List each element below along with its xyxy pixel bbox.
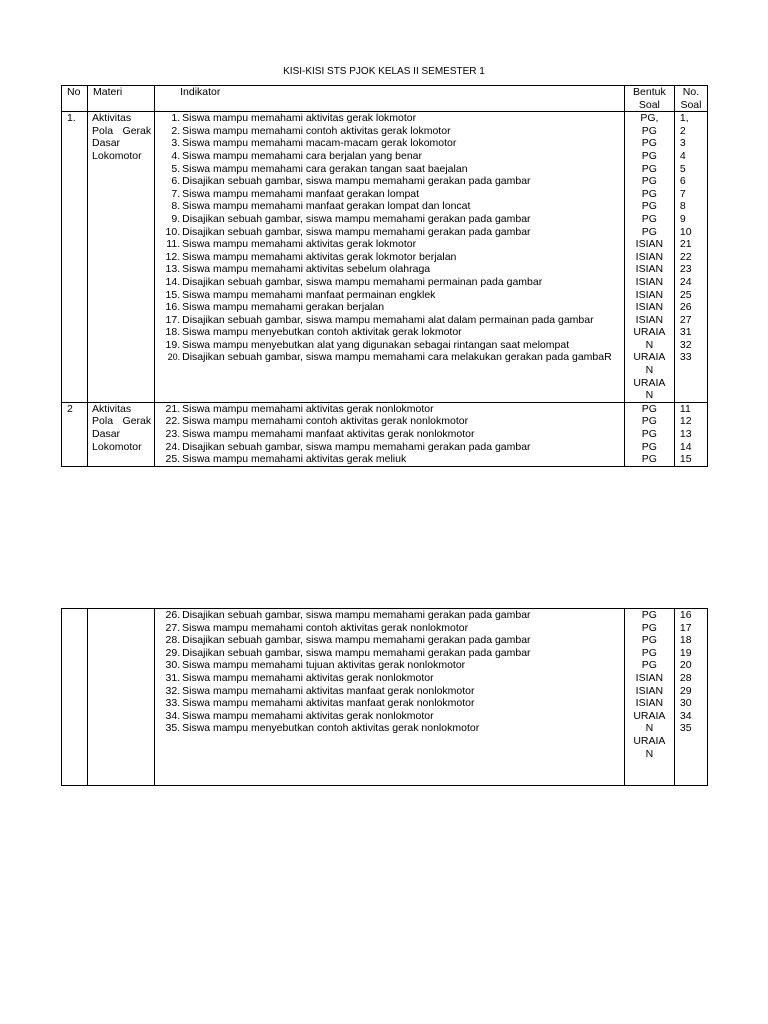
indikator-text: Disajikan sebuah gambar, siswa mampu memahami gerakan pada gambar xyxy=(182,440,531,453)
no-soal-value: 11 xyxy=(679,402,691,415)
indikator-item xyxy=(155,175,624,188)
indikator-item xyxy=(155,622,624,635)
indikator-number: 7. xyxy=(171,187,181,200)
indikator-number: 29. xyxy=(165,646,181,659)
bentuk-soal-value: ISIAN xyxy=(635,263,664,276)
indikator-text: Disajikan sebuah gambar, siswa mampu memahami permainan pada gambar xyxy=(182,275,543,288)
indikator-text: Siswa mampu memahami manfaat gerakan lompat xyxy=(182,187,420,200)
indikator-list xyxy=(155,609,625,786)
indikator-text: Disajikan sebuah gambar, siswa mampu memahami alat dalam permainan pada gambar xyxy=(182,313,594,326)
no-soal-value: 13 xyxy=(679,428,692,441)
indikator-number: 6. xyxy=(171,175,181,188)
indikator-item xyxy=(155,188,624,201)
indikator-number: 19. xyxy=(165,338,181,351)
no-soal-value: 3 xyxy=(679,137,686,150)
no-soal-value: 30 xyxy=(679,697,692,710)
no-soal-value: 32 xyxy=(679,338,692,351)
materi-cell-empty xyxy=(88,609,155,786)
indikator-item xyxy=(155,403,624,416)
no-soal-value: 16 xyxy=(679,609,692,621)
indikator-item xyxy=(155,326,624,339)
no-soal-value: 21 xyxy=(679,238,692,251)
indikator-number: 22. xyxy=(165,415,181,428)
indikator-text: Disajikan sebuah gambar, siswa mampu memahami gerakan pada gambar xyxy=(182,225,531,238)
indikator-text: Siswa mampu memahami contoh aktivitas gerak nonlokmotor xyxy=(182,415,469,428)
bentuk-soal-value: PG xyxy=(641,621,657,634)
indikator-number: 1. xyxy=(171,112,181,125)
indikator-number: 32. xyxy=(165,684,181,697)
materi-cell: Aktivitas Pola Gerak Dasar Lokomotor xyxy=(88,112,155,403)
indikator-number: 11. xyxy=(166,238,181,251)
indikator-number: 27. xyxy=(165,621,181,634)
row-number-empty xyxy=(62,609,88,786)
no-soal-value: 9 xyxy=(679,212,686,225)
no-soal-list xyxy=(674,609,707,786)
bentuk-soal-value: URAIA xyxy=(633,326,666,339)
no-soal-value: 1, xyxy=(679,112,689,125)
indikator-text: Siswa mampu memahami cara berjalan yang benar xyxy=(182,149,422,162)
indikator-text: Siswa mampu memahami aktivitas gerak lokmotor xyxy=(182,238,417,251)
bentuk-soal-value: PG xyxy=(641,200,657,213)
bentuk-soal-value: N xyxy=(645,338,654,351)
bentuk-soal-value: PG xyxy=(641,440,657,453)
bentuk-soal-value: N xyxy=(645,389,654,402)
indikator-text: Siswa mampu menyebutkan contoh aktivitas gerak nonlokmotor xyxy=(182,722,480,735)
no-soal-value: 28 xyxy=(679,671,692,684)
no-soal-list xyxy=(674,402,707,466)
bentuk-soal-value: URAIA xyxy=(633,376,666,389)
indikator-item xyxy=(155,659,624,672)
indikator-number: 17. xyxy=(165,313,181,326)
indikator-number: 15. xyxy=(165,288,181,301)
bentuk-soal-value: PG, xyxy=(640,112,659,125)
no-soal-value: 7 xyxy=(679,187,686,200)
no-soal-value: 35 xyxy=(679,722,692,735)
table-row xyxy=(62,112,708,403)
indikator-item xyxy=(155,647,624,660)
no-soal-value: 23 xyxy=(679,263,692,276)
bentuk-soal-value: PG xyxy=(641,453,657,466)
indikator-number: 30. xyxy=(165,659,181,672)
indikator-number: 33. xyxy=(165,697,181,710)
materi-cell: Aktivitas Pola Gerak Dasar Lokomotor xyxy=(88,402,155,466)
bentuk-soal-value: ISIAN xyxy=(635,288,664,301)
bentuk-soal-value: PG xyxy=(641,149,657,162)
indikator-text: Siswa mampu memahami aktivitas gerak lokmotor xyxy=(182,112,417,125)
indikator-number: 14. xyxy=(165,275,181,288)
no-soal-value: 2 xyxy=(679,124,686,137)
indikator-text: Siswa mampu memahami aktivitas gerak nonlokmotor xyxy=(182,709,434,722)
no-soal-value: 15 xyxy=(679,453,692,466)
indikator-text: Siswa mampu memahami cara gerakan tangan saat baejalan xyxy=(182,162,468,175)
bentuk-soal-value: ISIAN xyxy=(635,275,664,288)
bentuk-soal-value: URAIA xyxy=(633,709,666,722)
no-soal-value: 24 xyxy=(679,275,692,288)
indikator-number: 3. xyxy=(171,137,181,150)
no-soal-value: 27 xyxy=(679,313,692,326)
no-soal-value: 31 xyxy=(679,326,692,339)
no-soal-value: 10 xyxy=(679,225,692,238)
bentuk-soal-value: ISIAN xyxy=(635,697,664,710)
indikator-item xyxy=(155,125,624,138)
indikator-number: 34. xyxy=(165,709,181,722)
no-soal-value: 34 xyxy=(679,709,692,722)
indikator-number: 8. xyxy=(171,200,181,213)
bentuk-soal-value: PG xyxy=(641,124,657,137)
bentuk-soal-value: ISIAN xyxy=(635,684,664,697)
no-soal-list xyxy=(674,112,707,403)
indikator-text: Disajikan sebuah gambar, siswa mampu memahami gerakan pada gambar xyxy=(182,634,531,647)
header-no: No xyxy=(62,86,88,112)
bentuk-soal-value: PG xyxy=(641,415,657,428)
indikator-list xyxy=(155,112,625,403)
bentuk-soal-value: N xyxy=(645,364,654,377)
indikator-item xyxy=(155,137,624,150)
bentuk-soal-value: PG xyxy=(641,428,657,441)
indikator-text: Siswa mampu memahami gerakan berjalan xyxy=(182,301,385,314)
kisi-kisi-table-page-1 xyxy=(61,85,708,467)
indikator-text: Disajikan sebuah gambar, siswa mampu memahami gerakan pada gambar xyxy=(182,609,531,621)
indikator-text: Siswa mampu memahami aktivitas manfaat gerak nonlokmotor xyxy=(182,697,475,710)
bentuk-soal-value: PG xyxy=(641,609,657,621)
no-soal-value: 17 xyxy=(679,621,692,634)
bentuk-soal-value: PG xyxy=(641,402,657,415)
indikator-item xyxy=(155,453,624,466)
bentuk-soal-value: PG xyxy=(641,175,657,188)
bentuk-soal-value: PG xyxy=(641,162,657,175)
indikator-text: Siswa mampu memahami aktivitas manfaat gerak nonlokmotor xyxy=(182,684,475,697)
table-header-row xyxy=(62,86,708,112)
bentuk-soal-value: URAIA xyxy=(633,734,666,747)
indikator-text: Siswa mampu menyebutkan alat yang digunakan sebagai rintangan saat melompat xyxy=(182,338,570,351)
no-soal-value: 12 xyxy=(679,415,692,428)
no-soal-value: 20 xyxy=(679,659,692,672)
indikator-number: 26. xyxy=(165,609,181,621)
indikator-item xyxy=(155,289,624,302)
indikator-number: 28. xyxy=(165,634,181,647)
indikator-number: 4. xyxy=(171,149,181,162)
indikator-text: Siswa mampu memahami tujuan aktivitas gerak nonlokmotor xyxy=(182,659,466,672)
bentuk-soal-value: ISIAN xyxy=(635,238,664,251)
bentuk-soal-list xyxy=(624,112,674,403)
indikator-item xyxy=(155,226,624,239)
indikator-item xyxy=(155,314,624,327)
indikator-item xyxy=(155,238,624,251)
indikator-text: Siswa mampu memahami aktivitas gerak lokmotor berjalan xyxy=(182,250,457,263)
kisi-kisi-table-page-2 xyxy=(61,608,708,786)
indikator-text: Disajikan sebuah gambar, siswa mampu memahami cara melakukan gerakan pada gambaR xyxy=(182,351,612,364)
bentuk-soal-value: ISIAN xyxy=(635,301,664,314)
header-materi: Materi xyxy=(88,86,155,112)
indikator-item xyxy=(155,150,624,163)
indikator-text: Siswa mampu memahami aktivitas gerak nonlokmotor xyxy=(182,671,434,684)
bentuk-soal-value: PG xyxy=(641,187,657,200)
row-number: 2 xyxy=(62,402,88,466)
indikator-number: 5. xyxy=(171,162,181,175)
row-number: 1. xyxy=(62,112,88,403)
indikator-item xyxy=(155,276,624,289)
bentuk-soal-value: PG xyxy=(641,137,657,150)
indikator-number: 31. xyxy=(165,671,181,684)
indikator-number: 12. xyxy=(165,250,181,263)
indikator-item xyxy=(155,634,624,647)
table-row xyxy=(62,609,708,786)
document-title: KISI-KISI STS PJOK KELAS II SEMESTER 1 xyxy=(283,66,485,77)
bentuk-soal-value: URAIA xyxy=(633,351,666,364)
indikator-item xyxy=(155,251,624,264)
bentuk-soal-list xyxy=(624,609,674,786)
bentuk-soal-value: PG xyxy=(641,212,657,225)
bentuk-soal-value: PG xyxy=(641,634,657,647)
bentuk-soal-value: ISIAN xyxy=(635,250,664,263)
indikator-number: 13. xyxy=(165,263,181,276)
indikator-item xyxy=(155,415,624,428)
indikator-text: Siswa mampu memahami manfaat permainan engklek xyxy=(182,288,436,301)
table-row xyxy=(62,402,708,466)
indikator-item xyxy=(155,213,624,226)
indikator-text: Siswa mampu memahami manfaat aktivitas gerak nonlokmotor xyxy=(182,428,475,441)
indikator-number: 20. xyxy=(167,352,181,363)
indikator-item xyxy=(155,428,624,441)
indikator-text: Siswa mampu memahami aktivitas sebelum olahraga xyxy=(182,263,431,276)
indikator-text: Disajikan sebuah gambar, siswa mampu memahami gerakan pada gambar xyxy=(182,646,531,659)
indikator-number: 25. xyxy=(165,453,181,466)
indikator-item xyxy=(155,722,624,735)
indikator-number: 24. xyxy=(165,440,181,453)
indikator-item xyxy=(155,609,624,622)
indikator-number: 16. xyxy=(165,301,181,314)
indikator-item xyxy=(155,697,624,710)
no-soal-value: 8 xyxy=(679,200,686,213)
bentuk-soal-value: ISIAN xyxy=(635,671,664,684)
indikator-text: Siswa mampu menyebutkan contoh aktivitak gerak lokmotor xyxy=(182,326,462,339)
no-soal-value: 26 xyxy=(679,301,692,314)
indikator-text: Siswa mampu memahami macam-macam gerak lokomotor xyxy=(182,137,457,150)
indikator-number: 9. xyxy=(171,212,181,225)
no-soal-value: 25 xyxy=(679,288,692,301)
no-soal-value: 29 xyxy=(679,684,692,697)
indikator-item xyxy=(155,339,624,352)
indikator-list xyxy=(155,402,625,466)
indikator-item xyxy=(155,200,624,213)
no-soal-value: 33 xyxy=(679,351,692,364)
header-bentuk-soal: Bentuk Soal xyxy=(624,86,674,112)
indikator-item xyxy=(155,672,624,685)
no-soal-value: 22 xyxy=(679,250,692,263)
bentuk-soal-list xyxy=(624,402,674,466)
indikator-text: Siswa mampu memahami contoh aktivitas gerak nonlokmotor xyxy=(182,621,469,634)
indikator-item xyxy=(155,263,624,276)
indikator-item xyxy=(155,163,624,176)
indikator-item xyxy=(155,441,624,454)
indikator-text: Disajikan sebuah gambar, siswa mampu memahami gerakan pada gambar xyxy=(182,175,531,188)
indikator-number: 35. xyxy=(165,722,181,735)
indikator-number: 18. xyxy=(165,326,181,339)
bentuk-soal-value: ISIAN xyxy=(635,313,664,326)
indikator-number: 23. xyxy=(165,428,181,441)
indikator-number: 2. xyxy=(171,124,181,137)
no-soal-value: 6 xyxy=(679,175,686,188)
indikator-item xyxy=(155,112,624,125)
indikator-item xyxy=(155,685,624,698)
indikator-item xyxy=(155,710,624,723)
indikator-number: 21. xyxy=(165,402,181,415)
header-indikator: Indikator xyxy=(155,86,625,112)
bentuk-soal-value: PG xyxy=(641,659,657,672)
bentuk-soal-value: PG xyxy=(641,646,657,659)
no-soal-value: 19 xyxy=(679,646,692,659)
indikator-item xyxy=(155,301,624,314)
indikator-number: 10. xyxy=(165,225,181,238)
indikator-text: Siswa mampu memahami aktivitas gerak meliuk xyxy=(182,453,407,466)
no-soal-value: 18 xyxy=(679,634,692,647)
bentuk-soal-value: PG xyxy=(641,225,657,238)
indikator-text: Disajikan sebuah gambar, siswa mampu memahami gerakan pada gambar xyxy=(182,212,531,225)
header-no-soal: No. Soal xyxy=(674,86,707,112)
indikator-text: Siswa mampu memahami contoh aktivitas gerak lokmotor xyxy=(182,124,451,137)
indikator-item xyxy=(155,351,624,364)
bentuk-soal-value: N xyxy=(645,747,654,760)
bentuk-soal-value: N xyxy=(645,722,654,735)
no-soal-value: 4 xyxy=(679,149,686,162)
no-soal-value: 14 xyxy=(679,440,692,453)
indikator-text: Siswa mampu memahami manfaat gerakan lompat dan loncat xyxy=(182,200,471,213)
indikator-text: Siswa mampu memahami aktivitas gerak nonlokmotor xyxy=(182,402,434,415)
no-soal-value: 5 xyxy=(679,162,686,175)
